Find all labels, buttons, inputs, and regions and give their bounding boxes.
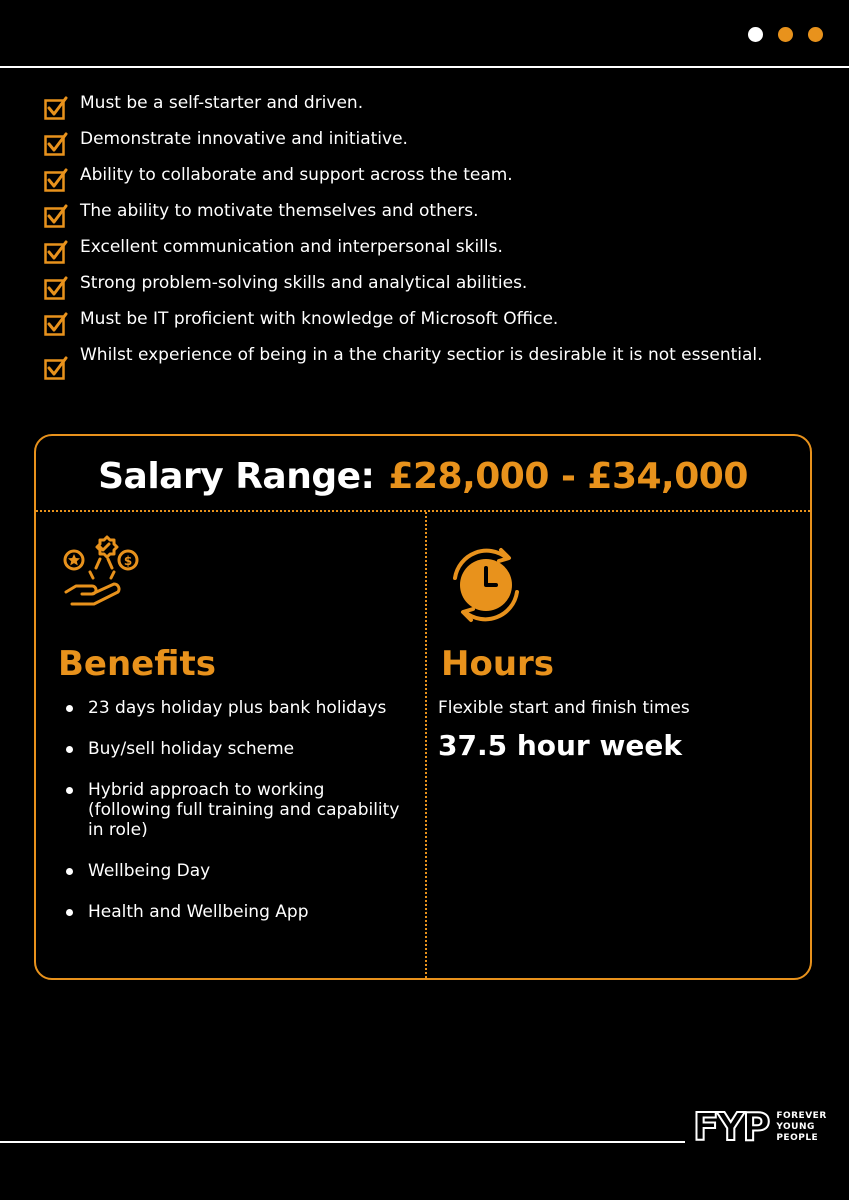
checkbox-checked-icon bbox=[44, 276, 68, 300]
checkbox-checked-icon bbox=[44, 356, 68, 380]
list-item bbox=[44, 166, 764, 185]
logo-line-2: YOUNG bbox=[776, 1121, 815, 1132]
requirement-text: Strong problem-solving skills and analytical abilities. bbox=[80, 273, 528, 293]
list-item bbox=[44, 238, 764, 257]
list-item bbox=[44, 202, 764, 221]
list-item: Health and Wellbeing App bbox=[60, 902, 400, 922]
list-item bbox=[44, 94, 764, 113]
list-item bbox=[44, 310, 764, 329]
page-dot-2 bbox=[778, 27, 793, 42]
requirement-text: Must be IT proficient with knowledge of Microsoft Office. bbox=[80, 309, 559, 329]
checkbox-checked-icon bbox=[44, 132, 68, 156]
salary-benefits-panel bbox=[34, 434, 812, 980]
requirement-text: Demonstrate innovative and initiative. bbox=[80, 129, 408, 149]
salary-label: Salary Range: bbox=[98, 456, 375, 497]
svg-text:$: $ bbox=[123, 554, 133, 568]
panel-divider-vertical bbox=[425, 512, 427, 978]
page-dot-3 bbox=[808, 27, 823, 42]
clock-icon bbox=[441, 540, 531, 630]
benefits-title: Benefits bbox=[58, 644, 216, 684]
checkbox-checked-icon bbox=[44, 168, 68, 192]
benefits-list bbox=[60, 698, 400, 943]
hours-title: Hours bbox=[441, 644, 555, 684]
hours-week: 37.5 hour week bbox=[438, 729, 682, 762]
requirements-list bbox=[44, 94, 764, 382]
checkbox-checked-icon bbox=[44, 96, 68, 120]
page-dot-1 bbox=[748, 27, 763, 42]
requirement-text: Whilst experience of being in a the charity sectior is desirable it is not essential. bbox=[80, 345, 763, 365]
list-item bbox=[44, 346, 764, 365]
requirement-text: The ability to motivate themselves and others. bbox=[80, 201, 479, 221]
checkbox-checked-icon bbox=[44, 240, 68, 264]
list-item bbox=[44, 274, 764, 293]
requirement-text: Must be a self-starter and driven. bbox=[80, 93, 364, 113]
top-divider bbox=[0, 66, 849, 68]
hours-subtitle: Flexible start and finish times bbox=[438, 698, 690, 718]
salary-heading bbox=[36, 456, 810, 497]
requirement-text: Excellent communication and interpersonal skills. bbox=[80, 237, 503, 257]
list-item: Wellbeing Day bbox=[60, 861, 400, 881]
fyp-logo bbox=[693, 1105, 827, 1149]
benefits-hand-icon bbox=[60, 532, 140, 612]
logo-wordmark bbox=[776, 1111, 826, 1144]
logo-mark: FYP bbox=[693, 1105, 769, 1149]
bottom-divider bbox=[0, 1141, 685, 1143]
salary-amount: £28,000 - £34,000 bbox=[388, 456, 748, 497]
checkbox-checked-icon bbox=[44, 204, 68, 228]
list-item: Buy/sell holiday scheme bbox=[60, 739, 400, 759]
logo-line-3: PEOPLE bbox=[776, 1132, 819, 1143]
list-item bbox=[44, 130, 764, 149]
list-item: 23 days holiday plus bank holidays bbox=[60, 698, 400, 718]
requirement-text: Ability to collaborate and support across the team. bbox=[80, 165, 513, 185]
checkbox-checked-icon bbox=[44, 312, 68, 336]
panel-divider-horizontal bbox=[36, 510, 810, 512]
list-item: Hybrid approach to working (following full training and capability in role) bbox=[60, 780, 400, 840]
logo-line-1: FOREVER bbox=[776, 1110, 827, 1121]
page-indicator bbox=[748, 27, 823, 42]
